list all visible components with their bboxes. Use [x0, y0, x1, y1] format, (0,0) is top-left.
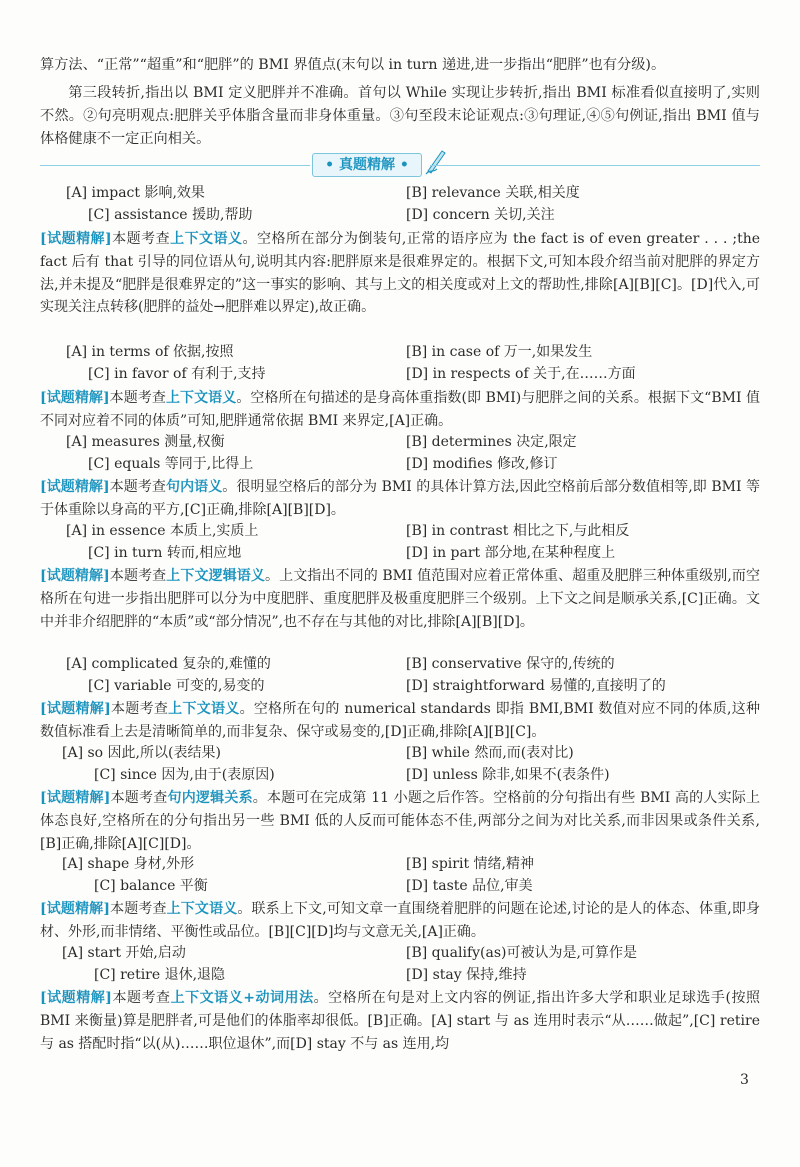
question-10-row-cd	[62, 764, 762, 786]
question-11-row-ab	[62, 853, 762, 875]
question-8-row-cd	[66, 542, 766, 564]
explanation-10: [试题精解]本题考查句内逻辑关系。本题可在完成第 11 小题之后作答。空格前的分句指出有些 BMI 高的人实际上体态良好,空格所在的分句指出另一些 BMI 低的人反而可能体态不佳,两部分之间为对比关系,而非因果或条件关系,[B]正确,排除[A][C][D]。	[40, 790, 761, 852]
option-d: [D] modifies 修改,修订	[406, 456, 558, 472]
explanation-8: [试题精解]本题考查上下文逻辑语义。上文指出不同的 BMI 值范围对应着正常体重、超重及肥胖三种体重级别,而空格所在句进一步指出肥胖可以分为中度肥胖、重度肥胖及极重度肥胖三个级别。上下文之间是顺承关系,[C]正确。文中并非介绍肥胖的“本质”或“部分情况”,也不存在与其他的对比,排除[A][B][D]。	[40, 568, 760, 630]
option-d: [D] straightforward 易懂的,直接明了的	[406, 678, 666, 694]
option-b: [B] determines 决定,限定	[406, 434, 577, 450]
option-d: [D] concern 关切,关注	[406, 207, 555, 223]
explanation-tag: [试题精解]	[40, 701, 111, 717]
explanation-tag: [试题精解]	[40, 479, 110, 495]
section-banner	[0, 153, 800, 177]
explanation-tag: [试题精解]	[40, 390, 110, 406]
question-6-row-cd	[66, 363, 766, 385]
option-b: [B] spirit 情绪,精神	[406, 856, 534, 872]
option-b: [B] in contrast 相比之下,与此相反	[406, 523, 630, 539]
option-d: [D] taste 品位,审美	[406, 878, 533, 894]
option-d: [D] in part 部分地,在某种程度上	[406, 545, 616, 561]
option-c: [C] in turn 转而,相应地	[88, 545, 242, 561]
option-a: [A] impact 影响,效果	[66, 185, 205, 201]
option-d: [D] stay 保持,维持	[406, 967, 527, 983]
option-a: [A] measures 测量,权衡	[66, 434, 225, 450]
question-6-row-ab	[66, 341, 766, 363]
question-5-row-ab	[66, 182, 766, 204]
banner-rule-left	[40, 165, 310, 166]
question-11-row-cd	[62, 875, 762, 897]
option-a: [A] so 因此,所以(表结果)	[62, 745, 221, 761]
question-7-row-ab	[66, 431, 766, 453]
option-b: [B] relevance 关联,相关度	[406, 185, 580, 201]
option-c: [C] variable 可变的,易变的	[88, 678, 265, 694]
option-a: [A] start 开始,启动	[62, 945, 186, 961]
option-a: [A] shape 身材,外形	[62, 856, 195, 872]
explanation-tag: [试题精解]	[40, 568, 110, 584]
explanation-tag: [试题精解]	[40, 990, 112, 1006]
option-c: [C] retire 退休,退隐	[94, 967, 226, 983]
question-5-row-cd	[66, 204, 766, 226]
option-c: [C] assistance 援助,帮助	[88, 207, 253, 223]
explanation-6: [试题精解]本题考查上下文语义。空格所在句描述的是身高体重指数(即 BMI)与肥胖之间的关系。根据下文“BMI 值不同对应着不同的体质”可知,肥胖通常依据 BMI 来界定,[A]正确。	[40, 390, 761, 429]
question-12-row-cd	[62, 964, 762, 986]
explanation-tag: [试题精解]	[40, 790, 111, 806]
option-c: [C] equals 等同于,比得上	[88, 456, 254, 472]
question-7-row-cd	[66, 453, 766, 475]
option-b: [B] while 然而,而(表对比)	[406, 745, 574, 761]
option-d: [D] in respects of 关于,在……方面	[406, 366, 636, 382]
question-9-row-cd	[66, 675, 766, 697]
intro-paragraph: 第三段转折,指出以 BMI 定义肥胖并不准确。首句以 While 实现让步转折,指出 BMI 标准看似直接明了,实则不然。②句亮明观点:肥胖关乎体脂含量而非身体重量。③句至段末论证观点:③句理证,④⑤句例证,指出 BMI 值与体格健康不一定正向相关。	[40, 85, 760, 147]
explanation-11: [试题精解]本题考查上下文语义。联系上下文,可知文章一直围绕着肥胖的问题在论述,讨论的是人的体态、体重,即身材、外形,而非情绪、平衡性或品位。[B][C][D]均与文意无关,[A]正确。	[40, 901, 761, 940]
intro-line: 算方法、“正常”“超重”和“肥胖”的 BMI 界值点(末句以 in turn 递进,进一步指出“肥胖”也有分级)。	[40, 57, 666, 73]
option-b: [B] conservative 保守的,传统的	[406, 656, 615, 672]
banner-rule-right	[430, 165, 760, 166]
explanation-12: [试题精解]本题考查上下文语义+动词用法。空格所在句是对上文内容的例证,指出许多大学和职业足球选手(按照 BMI 来衡量)算是肥胖者,可是他们的体脂率却很低。[B]正确。[A] start 与 as 连用时表示“从……做起”,[C] retire 与 as 搭配时指“以(从)……职位退休”,而[D] stay 不与 as 连用,均	[40, 990, 760, 1052]
explanation-tag: [试题精解]	[40, 231, 112, 247]
question-10-row-ab	[62, 742, 762, 764]
option-b: [B] in case of 万一,如果发生	[406, 344, 593, 360]
option-c: [C] balance 平衡	[94, 878, 208, 894]
option-a: [A] in terms of 依据,按照	[66, 344, 234, 360]
option-a: [A] complicated 复杂的,难懂的	[66, 656, 271, 672]
page-number: 3	[740, 1072, 749, 1088]
section-title: • 真题精解 •	[312, 153, 422, 177]
pen-icon	[424, 147, 448, 175]
question-9-row-ab	[66, 653, 766, 675]
option-c: [C] since 因为,由于(表原因)	[94, 767, 275, 783]
explanation-7: [试题精解]本题考查句内语义。很明显空格后的部分为 BMI 的具体计算方法,因此空格前后部分数值相等,即 BMI 等于体重除以身高的平方,[C]正确,排除[A][B][D]。	[40, 479, 761, 518]
option-d: [D] unless 除非,如果不(表条件)	[406, 767, 610, 783]
question-12-row-ab	[62, 942, 762, 964]
question-8-row-ab	[66, 520, 766, 542]
explanation-9: [试题精解]本题考查上下文语义。空格所在句的 numerical standards 即指 BMI,BMI 数值对应不同的体质,这种数值标准看上去是清晰简单的,而非复杂、保守或易变的,[D]正确,排除[A][B][C]。	[40, 701, 761, 740]
option-c: [C] in favor of 有利于,支持	[88, 366, 266, 382]
explanation-5: [试题精解]本题考查上下文语义。空格所在部分为倒装句,正常的语序应为 the fact is of even greater . . . ;the fact 后有 that 引导的同位语从句,说明其内容:肥胖原来是很难界定的。根据下文,可知本段介绍当前对肥胖的界定方法,并未提及“肥胖是很难界定的”这一事实的影响、其与上文的相关度或对上文的帮助性,排除[A][B][C]。[D]代入,可实现关注点转移(肥胖的益处→肥胖难以界定),故正确。	[40, 231, 761, 316]
option-b: [B] qualify(as)可被认为是,可算作是	[406, 945, 637, 961]
option-a: [A] in essence 本质上,实质上	[66, 523, 259, 539]
explanation-tag: [试题精解]	[40, 901, 110, 917]
